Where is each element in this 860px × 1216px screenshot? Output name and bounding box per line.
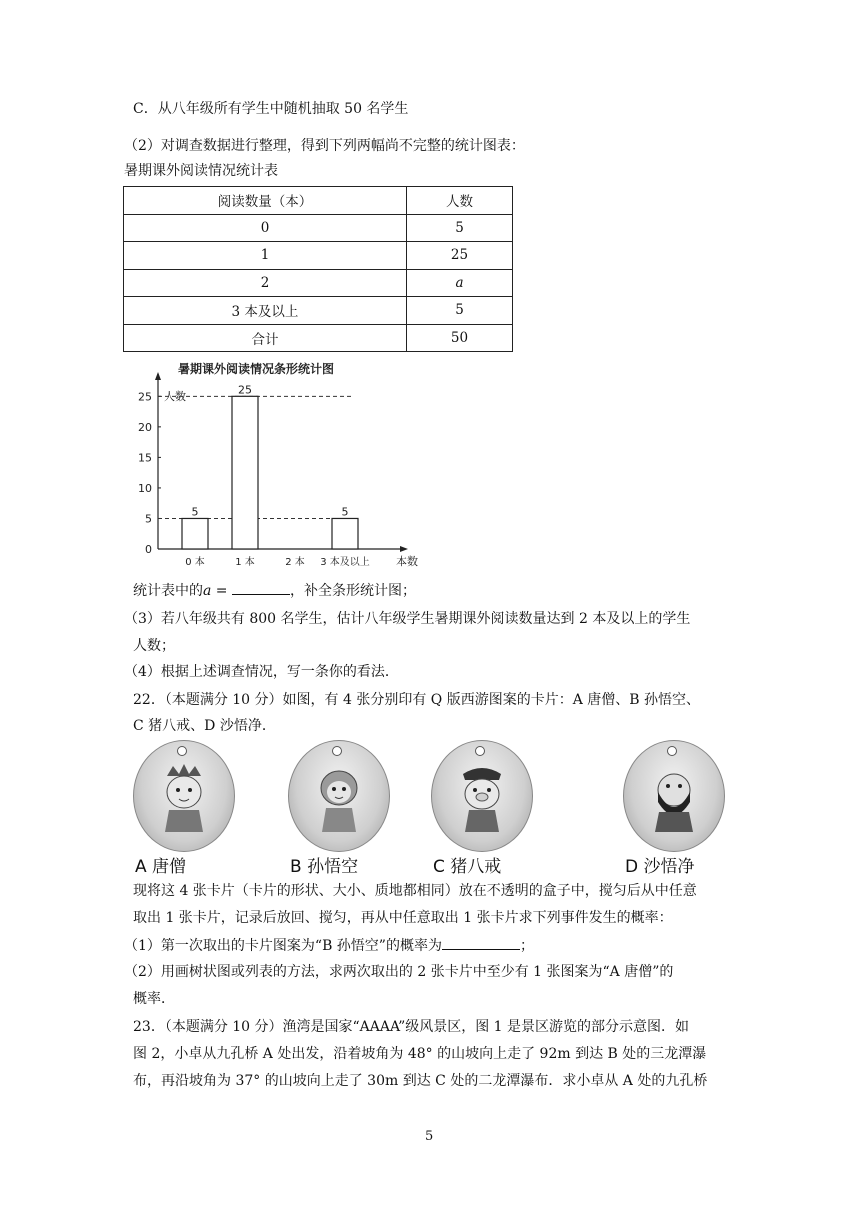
- q22-part1-suffix: ；: [519, 938, 534, 954]
- table-cell: 2: [124, 269, 407, 297]
- card-label: B 孙悟空: [290, 857, 359, 877]
- q23-line3: 布，再沿坡角为 37° 的山坡向上走了 30m 到达 C 处的二龙潭瀑布．求小卓从 A 处的九孔桥: [133, 1073, 708, 1089]
- card-label: A 唐僧: [135, 857, 187, 877]
- table-cell: 合计: [124, 324, 407, 352]
- q22-line2: C 猪八戒、D 沙悟净．: [133, 718, 276, 734]
- table-cell: a: [407, 269, 513, 297]
- character-cards: [125, 740, 735, 880]
- q22-part2-line1: （2）用画树状图或列表的方法，求两次取出的 2 张卡片中至少有 1 张图案为“A 唐僧”的: [124, 964, 674, 980]
- table-cell: 25: [407, 242, 513, 270]
- card-label: C 猪八戒: [433, 857, 502, 877]
- y-tick-label: 5: [145, 512, 152, 526]
- q22-part1: [124, 935, 534, 956]
- q22-line3: 现将这 4 张卡片（卡片的形状、大小、质地都相同）放在不透明的盒子中，搅匀后从中任意: [133, 883, 697, 899]
- reading-stat-table: [123, 186, 513, 352]
- x-axis-label: 本数: [396, 555, 418, 568]
- bar: [182, 518, 208, 549]
- sandy-icon: [645, 762, 703, 832]
- table-header-row: [124, 187, 513, 215]
- card-b: [280, 740, 425, 880]
- q22-part2-line2: 概率．: [133, 991, 175, 1007]
- q22-line4: 取出 1 张卡片，记录后放回、搅匀，再从中任意取出 1 张卡片求下列事件发生的概率：: [133, 910, 673, 926]
- fill-line: [133, 580, 416, 601]
- bar: [332, 518, 358, 549]
- part2-intro: （2）对调查数据进行整理，得到下列两幅尚不完整的统计图表：: [124, 138, 525, 154]
- q23-line1: 23．（本题满分 10 分）渔湾是国家“AAAA”级风景区，图 1 是景区游览的部分示意图．如: [133, 1019, 690, 1035]
- card-hole: [475, 746, 485, 756]
- card-c: [423, 740, 568, 880]
- table-row: [124, 214, 513, 242]
- table-row: [124, 269, 513, 297]
- chart-title: 暑期课外阅读情况条形统计图: [178, 362, 335, 376]
- part4: （4）根据上述调查情况，写一条你的看法．: [124, 664, 399, 680]
- part3-line1: （3）若八年级共有 800 名学生，估计八年级学生暑期课外阅读数量达到 2 本及以上的学生: [124, 611, 691, 627]
- part3-line2: 人数；: [133, 638, 175, 654]
- table-cell: 1: [124, 242, 407, 270]
- table-title: 暑期课外阅读情况统计表: [124, 163, 278, 179]
- card-d: [615, 740, 760, 880]
- y-axis-label: 人数: [164, 390, 186, 403]
- table-row: [124, 324, 513, 352]
- answer-blank[interactable]: [442, 935, 520, 950]
- fill-var: a: [203, 583, 212, 599]
- card-label: D 沙悟净: [625, 857, 695, 877]
- table-cell: 0: [124, 214, 407, 242]
- q22-line1: 22．（本题满分 10 分）如图，有 4 张分别印有 Q 版西游图案的卡片：A 唐僧、B 孙悟空、: [133, 692, 701, 708]
- table-cell: 5: [407, 214, 513, 242]
- x-tick-label: 2 本: [285, 557, 305, 568]
- tang-monk-icon: [155, 762, 213, 832]
- table-row: [124, 297, 513, 325]
- table-row: [124, 242, 513, 270]
- page-number: 5: [425, 1129, 434, 1144]
- option-c: C．从八年级所有学生中随机抽取 50 名学生: [133, 101, 409, 117]
- y-tick-label: 20: [138, 420, 152, 434]
- x-tick-label: 3 本及以上: [320, 557, 370, 568]
- y-tick-label: 0: [145, 543, 152, 556]
- card-hole: [667, 746, 677, 756]
- y-tick-label: 10: [138, 481, 152, 495]
- pigsy-icon: [453, 762, 511, 832]
- bar-data-label: 5: [191, 505, 199, 519]
- table-cell: 50: [407, 324, 513, 352]
- table-header-cell: 人数: [407, 187, 513, 215]
- bar-data-label: 5: [341, 505, 349, 519]
- q22-part1-prefix: （1）第一次取出的卡片图案为“B 孙悟空”的概率为: [124, 938, 442, 954]
- y-axis-arrow: [155, 372, 161, 380]
- table-cell: 5: [407, 297, 513, 325]
- y-tick-label: 25: [138, 390, 152, 404]
- card-a: [125, 740, 270, 880]
- x-axis-arrow: [400, 546, 408, 552]
- monkey-king-icon: [310, 762, 368, 832]
- x-tick-label: 1 本: [235, 557, 255, 568]
- bar-chart: [120, 358, 420, 572]
- bar: [232, 396, 258, 549]
- y-tick-label: 15: [138, 451, 152, 465]
- table-cell: 3 本及以上: [124, 297, 407, 325]
- answer-blank[interactable]: [232, 580, 290, 595]
- card-hole: [332, 746, 342, 756]
- x-tick-label: 0 本: [185, 557, 205, 568]
- bar-data-label: 25: [238, 383, 252, 397]
- fill-prefix: 统计表中的: [133, 583, 203, 599]
- fill-suffix: ，补全条形统计图；: [290, 583, 416, 599]
- fill-eq: =: [211, 583, 232, 599]
- q23-line2: 图 2，小卓从九孔桥 A 处出发，沿着坡角为 48° 的山坡向上走了 92m 到达 B 处的三龙潭瀑: [133, 1046, 707, 1062]
- card-hole: [177, 746, 187, 756]
- table-header-cell: 阅读数量（本）: [124, 187, 407, 215]
